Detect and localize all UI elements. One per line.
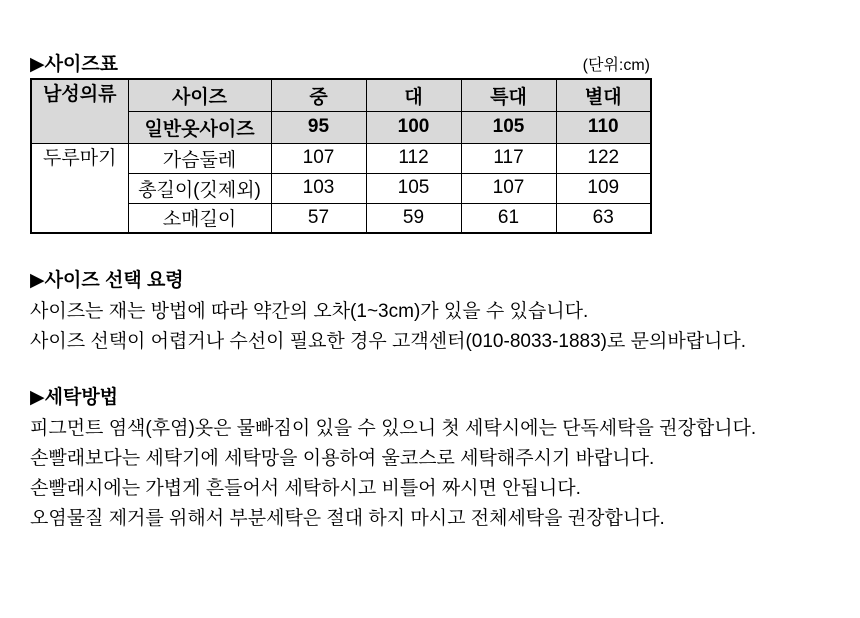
size-col-header: 대 — [366, 79, 461, 111]
measure-value: 122 — [556, 143, 651, 173]
triangle-bullet-icon: ▶ — [30, 387, 45, 408]
size-table — [30, 78, 652, 234]
size-col-header: 별대 — [556, 79, 651, 111]
measure-value: 109 — [556, 173, 651, 203]
item-cell: 두루마기 — [31, 143, 128, 233]
measure-value: 107 — [461, 173, 556, 203]
size-guide-title — [30, 270, 830, 291]
measure-value: 105 — [366, 173, 461, 203]
washing-section — [30, 387, 830, 534]
size-guide-line: 사이즈 선택이 어렵거나 수선이 필요한 경우 고객센터(010-8033-1883)로 문의바랍니다. — [30, 331, 747, 352]
triangle-bullet-icon: ▶ — [30, 270, 45, 291]
triangle-bullet-icon: ▶ — [30, 54, 45, 75]
measure-value: 117 — [461, 143, 556, 173]
size-label-cell: 사이즈 — [128, 79, 271, 111]
washing-line: 피그먼트 염색(후염)옷은 물빠짐이 있을 수 있으니 첫 세탁시에는 단독세탁을 권장합니다. — [30, 418, 757, 439]
washing-title — [30, 387, 830, 408]
general-size-value: 110 — [556, 111, 651, 143]
general-size-value: 95 — [271, 111, 366, 143]
measure-value: 103 — [271, 173, 366, 203]
measure-value: 57 — [271, 203, 366, 233]
measure-value: 107 — [271, 143, 366, 173]
size-col-header: 중 — [271, 79, 366, 111]
washing-line: 손빨래시에는 가볍게 흔들어서 세탁하시고 비틀어 짜시면 안됩니다. — [30, 478, 581, 499]
unit-label: (단위:cm) — [582, 57, 650, 74]
measurement-row — [31, 143, 651, 173]
general-size-label-cell: 일반옷사이즈 — [128, 111, 271, 143]
measure-label-cell: 총길이(깃제외) — [128, 173, 271, 203]
washing-line: 오염물질 제거를 위해서 부분세탁은 절대 하지 마시고 전체세탁을 권장합니다. — [30, 508, 665, 529]
table-header-row — [31, 79, 651, 111]
size-table-title-row — [30, 54, 650, 75]
size-guide-section — [30, 270, 830, 357]
size-guide-line: 사이즈는 재는 방법에 따라 약간의 오차(1~3cm)가 있을 수 있습니다. — [30, 301, 589, 322]
size-col-header: 특대 — [461, 79, 556, 111]
measure-label-cell: 소매길이 — [128, 203, 271, 233]
category-cell: 남성의류 — [31, 79, 128, 143]
washing-title-text: 세탁방법 — [44, 387, 119, 408]
measure-value: 59 — [366, 203, 461, 233]
measure-label-cell: 가슴둘레 — [128, 143, 271, 173]
measure-value: 61 — [461, 203, 556, 233]
measure-value: 112 — [366, 143, 461, 173]
measure-value: 63 — [556, 203, 651, 233]
size-table-title-text: 사이즈표 — [44, 54, 119, 75]
size-table-title — [30, 54, 118, 75]
washing-line: 손빨래보다는 세탁기에 세탁망을 이용하여 울코스로 세탁해주시기 바랍니다. — [30, 448, 655, 469]
size-guide-title-text: 사이즈 선택 요령 — [44, 270, 184, 291]
general-size-value: 105 — [461, 111, 556, 143]
general-size-value: 100 — [366, 111, 461, 143]
